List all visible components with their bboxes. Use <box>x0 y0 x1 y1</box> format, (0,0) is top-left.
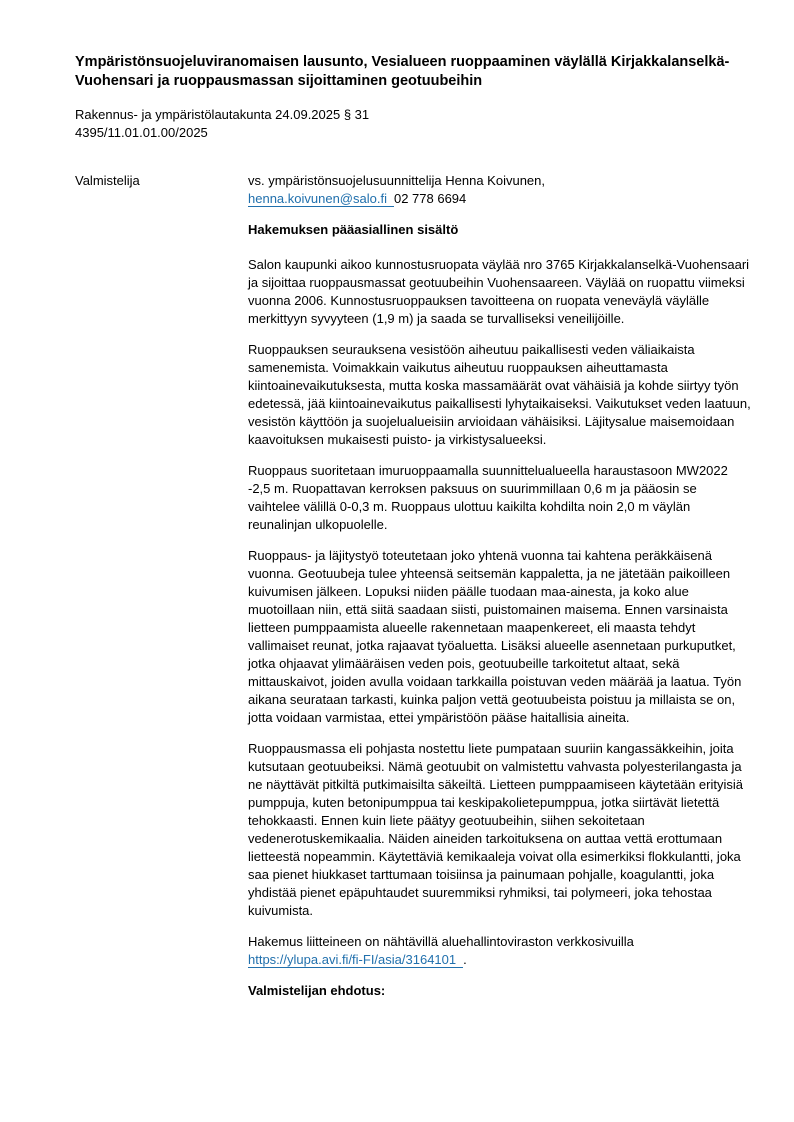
case-number: 4395/11.01.01.00/2025 <box>75 125 208 140</box>
committee-date-line: Rakennus- ja ympäristölautakunta 24.09.2025 § 31 <box>75 107 370 122</box>
preparer-phone: 02 778 6694 <box>393 191 467 206</box>
section-heading-application-content: Hakemuksen pääasiallinen sisältö <box>248 222 459 237</box>
paragraph: Ruoppauksen seurauksena vesistöön aiheutuu paikallisesti veden väliaikaista samenemista. Voimakkain vaikutus aiheutuu ruoppauksen aiheuttamasta kiintoainevaikutuksesta, mutta koska massamäärät ovat vähäisiä ja kohde siirtyy työn edetessä, jää kiintoainevaikutus paikallisesti lyhytaikaiseksi. Vaikutukset veden laatuun, vesistön käyttöön ja suojelualueisiin arvioidaan vähäisiksi. Läjitysalue maisemoidaan kaavoituksen mukaisesti puisto- ja virkistysalueeksi. <box>248 342 751 447</box>
document-body <box>248 221 751 1000</box>
availability-period: . <box>463 952 467 967</box>
preparer-name: vs. ympäristönsuojelusuunnittelija Henna Koivunen, <box>248 173 546 188</box>
availability-text: Hakemus liitteineen on nähtävillä aluehallintoviraston verkkosivuilla <box>248 934 634 949</box>
paragraph: Ruoppausmassa eli pohjasta nostettu liete pumpataan suuriin kangassäkkeihin, joita kutsutaan geotuubeiksi. Nämä geotuubit on valmistettu vahvasta polyesterilangasta ja ne näyttävät pitkiltä putkimaisilta säkeiltä. Lietteen pumppaamiseen käytetään erityisiä pumppuja, kuten betonipumppua tai keskipakolietepumppua, jotka siirtävät lietettä tehokkaasti. Ennen kuin liete päätyy geotuubeihin, siihen sekoitetaan vedenerotuskemikaalia. Näiden aineiden tarkoituksena on auttaa vettä erottumaan lietteestä nopeammin. Käytettäviä kemikaaleja voivat olla esimerkiksi flokkulantti, joka saa pienet hiukkaset tarttumaan toisiinsa ja painumaan pohjalle, koagulantti, joka yhdistää pienet epäpuhtaudet suuremmiksi ryhmiksi, tai polymeeri, joka tehostaa kuivumista. <box>248 741 743 918</box>
preparer-label: Valmistelija <box>75 173 140 188</box>
availability-paragraph <box>248 933 751 969</box>
preparer-value <box>248 172 751 208</box>
preparer-row <box>75 172 751 208</box>
paragraph: Ruoppaus- ja läjitystyö toteutetaan joko yhtenä vuonna tai kahtena peräkkäisenä vuonna. Geotuubeja tulee yhteensä seitsemän kappaletta, ja ne jätetään paikoilleen kuivumisen jälkeen. Lopuksi niiden päälle tuodaan maa-ainesta, ja koko alue muotoillaan niin, että siitä saadaan siisti, puistomainen maisema. Ennen varsinaista lietteen pumppaamista alueelle rakennetaan maapenkereet, eli maasta tehdyt vallimaiset reunat, jotka rajaavat työaluetta. Lisäksi alueelle asennetaan purkuputket, jotka ohjaavat ylimääräisen veden pois, geotuubeille tarkoitetut altaat, sekä mittauskaivot, joiden avulla voidaan tarkkailla poistuvan veden määrää ja laatua. Työn aikana seurataan tarkasti, kuinka paljon vettä geotuubeista poistuu ja millaista se on, jotta voidaan varmistaa, ettei ympäristöön pääse haitallisia aineita. <box>248 548 742 725</box>
email-link[interactable]: henna.koivunen@salo.fi <box>248 191 394 207</box>
paragraph: Salon kaupunki aikoo kunnostusruopata väylää nro 3765 Kirjakkalanselkä-Vuohensaari ja sijoittaa ruoppausmassat geotuubeihin Vuohensaareen. Väylää on ruopattu viimeksi vuonna 2006. Kunnostusruoppauksen tavoitteena on ruopata veneväylä väylälle merkittyyn syvyyteen (1,9 m) ja saada se turvalliseksi veneilijöille. <box>248 257 750 326</box>
case-meta <box>75 106 675 142</box>
document-title: Ympäristönsuojeluviranomaisen lausunto, Vesialueen ruoppaaminen väylällä Kirjakkalanselkä- Vuohensari ja ruoppausmassan sijoittaminen geotuubeihin <box>75 54 730 89</box>
section-heading-proposal: Valmistelijan ehdotus: <box>248 983 386 998</box>
paragraph: Ruoppaus suoritetaan imuruoppaamalla suunnittelualueella haraustasoon MW2022 -2,5 m. Ruopattavan kerroksen paksuus on suurimmillaan 0,6 m ja pääosin se vaihtelee välillä 0-0,3 m. Ruoppaus ulottuu kaikilta kohdilta noin 2,0 m väylän reunalinjan ulkopuolelle. <box>248 463 728 532</box>
permit-link[interactable]: https://ylupa.avi.fi/fi-FI/asia/3164101 <box>248 952 463 968</box>
